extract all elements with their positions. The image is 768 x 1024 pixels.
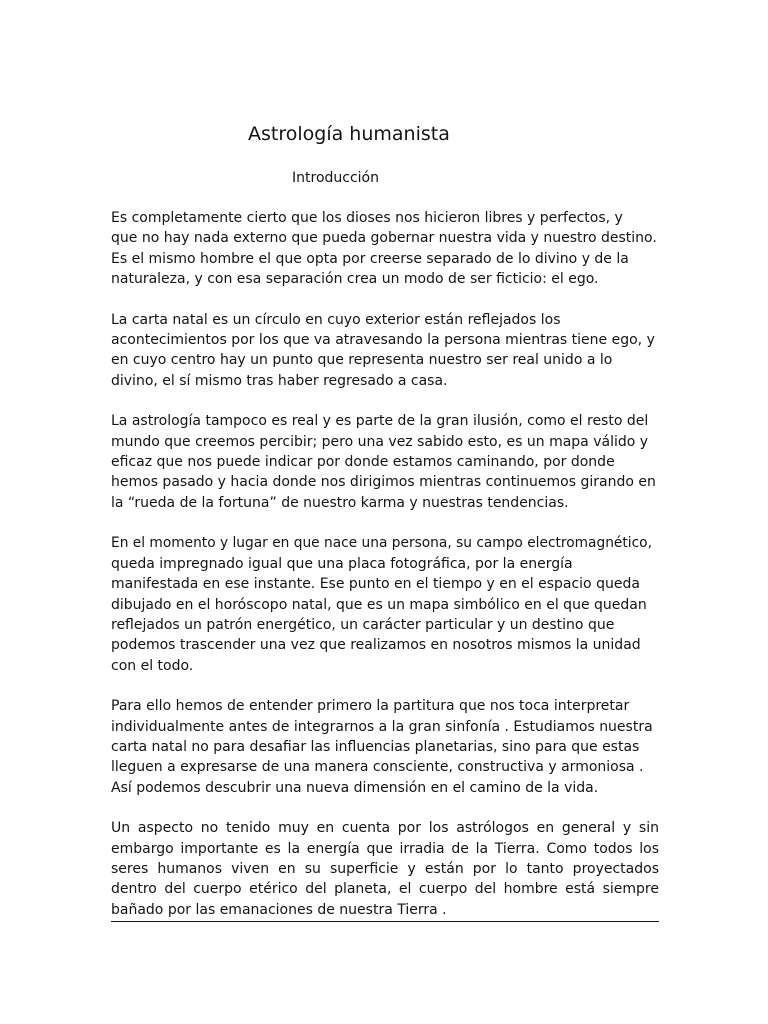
text-line: manifestada en ese instante. Ese punto en el tiempo y en el espacio queda (111, 576, 640, 593)
text-line: carta natal no para desafiar las influencias planetarias, sino para que estas (111, 738, 640, 755)
text-line: lleguen a expresarse de una manera consciente, constructiva y armoniosa . (111, 759, 644, 776)
text-line: Así podemos descubrir una nueva dimensión en el camino de la vida. (111, 779, 599, 796)
bottom-rule (111, 921, 659, 922)
text-line: bañado por las emanaciones de nuestra Tierra . (111, 901, 447, 918)
text-line: La astrología tampoco es real y es parte de la gran ilusión, como el resto del (111, 413, 649, 430)
text-line: Es completamente cierto que los dioses nos hicieron libres y perfectos, y (111, 210, 623, 226)
text-line: En el momento y lugar en que nace una persona, su campo electromagnético, (111, 535, 652, 552)
text-line: individualmente antes de integrarnos a la gran sinfonía . Estudiamos nuestra (111, 718, 653, 735)
paragraph-6 (111, 818, 659, 920)
text-line: hemos pasado y hacia donde nos dirigimos mientras continuemos girando en (111, 474, 656, 491)
text-line: con el todo. (111, 657, 194, 674)
text-line: queda impregnado igual que una placa fotográfica, por la energía (111, 555, 573, 572)
document-subtitle: Introducción (292, 170, 379, 186)
text-line: embargo importante es la energía que irradia de la Tierra. Como todos los (111, 840, 659, 857)
text-line: dentro del cuerpo etérico del planeta, el cuerpo del hombre está siempre (111, 881, 659, 898)
text-line: reflejados un patrón energético, un carácter particular y un destino que (111, 616, 615, 633)
text-line: Es el mismo hombre el que opta por creerse separado de lo divino y de la (111, 250, 629, 267)
text-line: dibujado en el horóscopo natal, que es un mapa simbólico en el que quedan (111, 596, 647, 613)
paragraph-4 (111, 533, 659, 676)
text-line: eficaz que nos puede indicar por donde estamos caminando, por donde (111, 454, 615, 471)
text-line: Un aspecto no tenido muy en cuenta por los astrólogos en general y sin (111, 820, 659, 837)
text-line: divino, el sí mismo tras haber regresado a casa. (111, 372, 448, 389)
text-line: que no hay nada externo que pueda gobernar nuestra vida y nuestro destino. (111, 230, 657, 247)
text-line: naturaleza, y con esa separación crea un modo de ser ficticio: el ego. (111, 271, 599, 288)
paragraph-3 (111, 411, 659, 513)
text-line: Para ello hemos de entender primero la partitura que nos toca interpretar (111, 698, 630, 715)
paragraph-5 (111, 696, 659, 798)
paragraph-2 (111, 310, 659, 392)
text-line: la “rueda de la fortuna” de nuestro karma y nuestras tendencias. (111, 494, 569, 511)
document-title: Astrología humanista (248, 123, 450, 145)
text-line: en cuyo centro hay un punto que representa nuestro ser real unido a lo (111, 352, 613, 369)
text-line: La carta natal es un círculo en cuyo exterior están reflejados los (111, 311, 561, 328)
document-body (111, 208, 659, 940)
text-line: acontecimientos por los que va atravesando la persona mientras tiene ego, y (111, 332, 655, 349)
paragraph-1 (111, 208, 659, 290)
text-line: podemos trascender una vez que realizamos en nosotros mismos la unidad (111, 637, 641, 654)
text-line: seres humanos viven en su superficie y están por lo tanto proyectados (111, 860, 659, 877)
text-line: mundo que creemos percibir; pero una vez sabido esto, es un mapa válido y (111, 433, 649, 450)
